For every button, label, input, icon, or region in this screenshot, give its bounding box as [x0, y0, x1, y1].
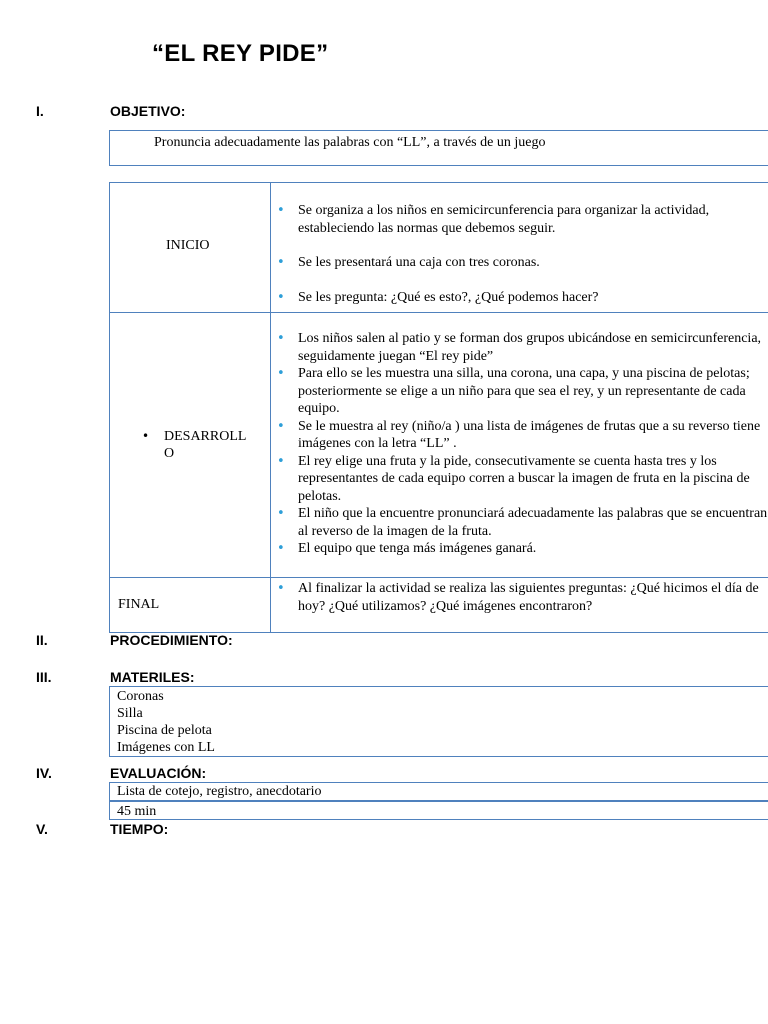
phase-cell-inicio [110, 183, 271, 313]
list-item: • Se organiza a los niños en semicircunferencia para organizar la actividad, estableciendo las normas que debemos seguir. [298, 202, 768, 237]
tiempo-text: 45 min [117, 804, 157, 819]
list-item: • Los niños salen al patio y se forman dos grupos ubicándose en semicircunferencia, seguidamente juegan “El rey pide” [298, 330, 768, 365]
list-item: • Al finalizar la actividad se realiza las siguientes preguntas: ¿Qué hicimos el día de hoy? ¿Qué utilizamos? ¿Qué imágenes encontraron? [298, 580, 768, 615]
section-heading-procedimiento: PROCEDIMIENTO: [110, 632, 233, 648]
table-row-final [110, 578, 768, 633]
section-number-materiales: III. [36, 669, 52, 685]
phase-label-line: O [164, 446, 175, 461]
list-item: • El equipo que tenga más imágenes ganará. [298, 540, 768, 558]
list-item: • El niño que la encuentre pronunciará adecuadamente las palabras que se encuentran al reverso de la imagen de la fruta. [298, 505, 768, 540]
list-item: • Se le muestra al rey (niño/a ) una lista de imágenes de frutas que a su reverso tiene imágenes con la letra “LL” . [298, 418, 768, 453]
evaluacion-text: Lista de cotejo, registro, anecdotario [117, 784, 322, 799]
section-heading-evaluacion: EVALUACIÓN: [110, 765, 207, 781]
steps-list-desarrollo [271, 313, 768, 558]
steps-cell-inicio [271, 183, 768, 313]
section-number-evaluacion: IV. [36, 765, 52, 781]
phase-cell-desarrollo [110, 313, 271, 578]
steps-list-inicio [271, 183, 768, 306]
materiales-list [110, 687, 768, 756]
bullet-icon: • [142, 428, 150, 443]
list-item: • El rey elige una fruta y la pide, consecutivamente se cuenta hasta tres y los representantes de cada equipo corren a buscar la imagen de fruta en la piscina de pelotas. [298, 453, 768, 506]
document-title: “EL REY PIDE” [152, 40, 329, 67]
activity-table [109, 182, 768, 633]
list-item: Coronas [117, 689, 164, 704]
section-heading-tiempo: TIEMPO: [110, 821, 169, 837]
section-heading-materiales: MATERILES: [110, 669, 195, 685]
list-item: Imágenes con LL [117, 740, 215, 755]
objetivo-text: Pronuncia adecuadamente las palabras con “LL”, a través de un juego [154, 135, 546, 150]
phase-label-inicio: INICIO [166, 238, 210, 253]
list-item: Silla [117, 706, 143, 721]
phase-label-line: DESARROLL [164, 428, 247, 444]
tiempo-box [109, 801, 768, 820]
steps-cell-final [271, 578, 768, 633]
objetivo-box [109, 130, 768, 166]
table-row-desarrollo [110, 313, 768, 578]
list-item: • Para ello se les muestra una silla, una corona, una capa, y una piscina de pelotas; posteriormente se elige a un niño para que sea el rey, y un representante de cada equipo. [298, 365, 768, 418]
steps-cell-desarrollo [271, 313, 768, 578]
section-number-tiempo: V. [36, 821, 48, 837]
phase-label-desarrollo [110, 428, 270, 463]
phase-cell-final [110, 578, 271, 633]
section-number-procedimiento: II. [36, 632, 48, 648]
section-heading-objetivo: OBJETIVO: [110, 103, 186, 119]
table-row-inicio [110, 183, 768, 313]
list-item: • Se les presentará una caja con tres coronas. [298, 254, 768, 272]
materiales-box [109, 686, 768, 757]
evaluacion-box [109, 782, 768, 801]
list-item: • Se les pregunta: ¿Qué es esto?, ¿Qué podemos hacer? [298, 289, 768, 307]
steps-list-final [271, 578, 768, 615]
section-number-objetivo: I. [36, 103, 44, 119]
list-item: Piscina de pelota [117, 723, 212, 738]
phase-label-final: FINAL [118, 597, 160, 612]
